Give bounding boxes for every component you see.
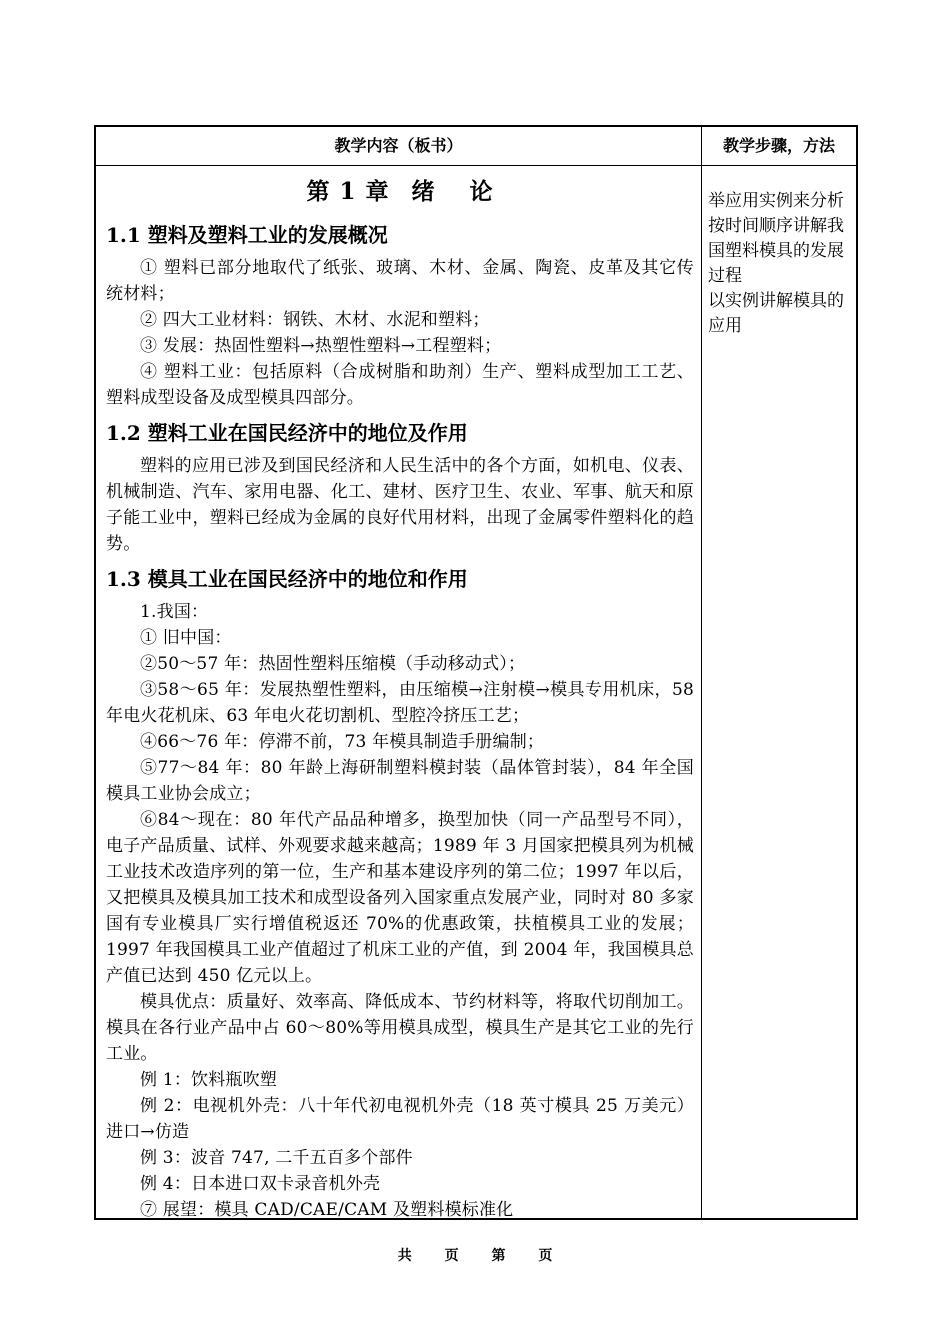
paragraph: 模具优点：质量好、效率高、降低成本、节约材料等，将取代切削加工。模具在各行业产品中占 60～80%等用模具成型，模具生产是其它工业的先行工业。: [106, 992, 694, 1064]
paragraph: 1.我国：: [140, 602, 209, 622]
paragraph: 例 2：电视机外壳：八十年代初电视机外壳（18 英寸模具 25 万美元）进口→仿造: [106, 1096, 694, 1142]
paragraph: ②50～57 年：热固性塑料压缩模（手动移动式）；: [140, 654, 526, 674]
chapter-number: 第 1 章: [306, 178, 390, 205]
footer-number: 第: [491, 1248, 506, 1264]
paragraph: ③ 发展：热固性塑料→热塑性塑料→工程塑料；: [140, 336, 502, 356]
paragraph: ⑤77～84 年：80 年龄上海研制塑料模封装（晶体管封装），84 年全国模具工业协会成立；: [106, 758, 694, 804]
paragraph: ⑦ 展望：模具 CAD/CAE/CAM 及塑料模标准化: [140, 1200, 514, 1220]
paragraph: 例 3：波音 747, 二千五百多个部件: [140, 1148, 413, 1168]
paragraph: ① 塑料已部分地取代了纸张、玻璃、木材、金属、陶瓷、皮革及其它传统材料；: [106, 258, 694, 304]
side-note: 以实例讲解模具的应用: [708, 291, 844, 336]
page-footer: [0, 1245, 950, 1265]
header-divider: [96, 165, 856, 166]
teaching-content: [106, 175, 694, 1223]
paragraph: ④ 塑料工业：包括原料（合成树脂和助剂）生产、塑料成型加工工艺、塑料成型设备及成型模具四部分。: [106, 362, 694, 408]
side-note: 按时间顺序讲解我国塑料模具的发展过程: [708, 216, 844, 286]
paragraph: ③58～65 年：发展热塑性塑料，由压缩模→注射模→模具专用机床，58 年电火花机床、63 年电火花切割机、型腔冷挤压工艺；: [106, 680, 694, 726]
section-title: 1.1 塑料及塑料工业的发展概况: [106, 223, 388, 247]
paragraph: ① 旧中国：: [140, 628, 232, 648]
teaching-steps: [708, 189, 848, 339]
column-divider: [701, 127, 702, 1218]
chapter-title-a: 绪: [411, 178, 436, 205]
paragraph: 塑料的应用已涉及到国民经济和人民生活中的各个方面，如机电、仪表、机械制造、汽车、家用电器、化工、建材、医疗卫生、农业、军事、航天和原子能工业中，塑料已经成为金属的良好代用材料，出现了金属零件塑料化的趋势。: [106, 456, 694, 554]
paragraph: ④66～76 年：停滞不前，73 年模具制造手册编制；: [140, 732, 545, 752]
paragraph: 例 1：饮料瓶吹塑: [140, 1070, 278, 1090]
section-title: 1.3 模具工业在国民经济中的地位和作用: [106, 567, 468, 591]
lesson-table: [94, 125, 858, 1220]
footer-total: 共: [397, 1248, 412, 1264]
section-title: 1.2 塑料工业在国民经济中的地位及作用: [106, 421, 468, 445]
chapter-title: [106, 175, 694, 209]
footer-pages: 页: [444, 1248, 459, 1264]
chapter-title-b: 论: [469, 178, 494, 205]
header-teaching-content: 教学内容（板书）: [334, 136, 463, 155]
paragraph: 例 4：日本进口双卡录音机外壳: [140, 1174, 381, 1194]
paragraph: ⑥84～现在：80 年代产品品种增多，换型加快（同一产品型号不同），电子产品质量、试样、外观要求越来越高；1989 年 3 月国家把模具列为机械工业技术改造序列的第一位，生产和基本建设序列的第二位；1997 年以后，又把模具及模具加工技术和成型设备列入国家重点发展产业，同时对 80 多家国有专业模具厂实行增值税返还 70%的优惠政策，扶植模具工业的发展；1997 年我国模具工业产值超过了机床工业的产值，到 2004 年，我国模具总产值已达到 450 亿元以上。: [106, 810, 694, 986]
side-note: 举应用实例来分析: [708, 191, 844, 211]
footer-page: 页: [538, 1248, 553, 1264]
header-teaching-steps: 教学步骤，方法: [722, 136, 835, 155]
paragraph: ② 四大工业材料：钢铁、木材、水泥和塑料；: [140, 310, 490, 330]
